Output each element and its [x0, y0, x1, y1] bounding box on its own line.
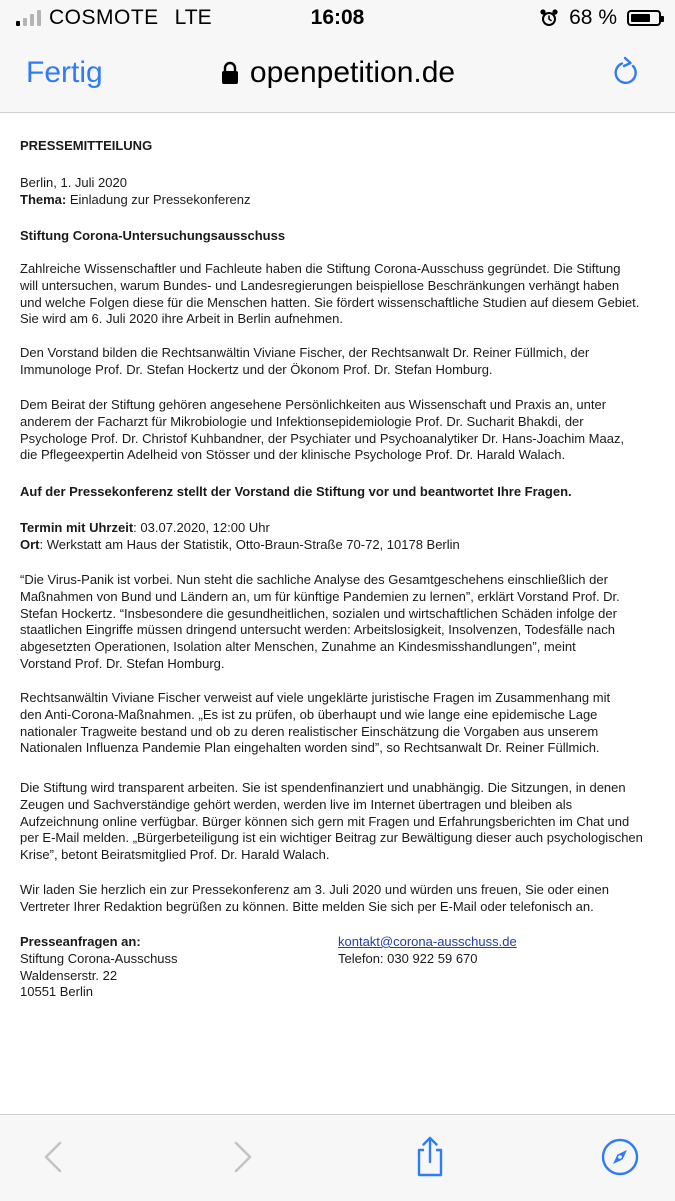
paragraph-intro: Zahlreiche Wissenschaftler und Fachleute haben die Stiftung Corona-Ausschuss gegründet. Die Stiftung will untersuchen, warum Bundes- und Landesregierungen beispiellose Beschränkungen verhängt haben und welche Folgen diese für die Menschen hatten. Sie fördert wissenschaftliche Studien auf diesem Gebiet. Sie wird am 6. Juli 2020 ihre Arbeit in Berlin aufnehmen.	[20, 261, 640, 327]
compass-icon[interactable]	[600, 1135, 640, 1179]
reload-icon[interactable]	[611, 56, 641, 88]
done-button[interactable]: Fertig	[26, 56, 103, 89]
status-time: 16:08	[310, 6, 365, 29]
contact-city: 10551 Berlin	[20, 984, 93, 1000]
contact-address	[20, 934, 178, 1001]
contact-details	[338, 934, 517, 968]
press-release-document	[20, 112, 660, 1114]
paragraph-quote-hockertz: “Die Virus-Panik ist vorbei. Nun steht die sachliche Analyse des Gesamtgeschehens einschließlich der Maßnahmen von Bund und Ländern an, um für künftige Pandemien zu lernen”, erklärt Vorstand Prof. Dr. Stefan Hockertz. “Insbesondere die gesundheitlichen, sozialen und wirtschaftlichen Schäden infolge der staatlichen Eingriffe müssen dringend untersucht werden: Arbeitslosigkeit, Insolvenzen, Todesfälle nach abgesetzten Operationen, Isolation alter Menschen, Zunahme an Kindesmisshandlungen”, meint Vorstand Prof. Dr. Stefan Homburg.	[20, 572, 620, 671]
contact-street: Waldenserstr. 22	[20, 967, 118, 983]
alarm-clock-icon	[539, 8, 559, 28]
contact-label: Presseanfragen an:	[20, 934, 141, 949]
paragraph-transparency: Die Stiftung wird transparent arbeiten. Sie ist spendenfinanziert und unabhängig. Die Sitzungen, in denen Zeugen und Sachverständige gehört werden, werden live im Internet übertragen und bleiben als Aufzeichnung online verfügbar. Bürger können sich gern mit Fragen und Erfahrungsberichten im Chat und per E-Mail melden. „Bürgerbeteiligung ist ein wichtiger Beitrag zur Bewältigung dieser auch psychologischen Krise”, betont Beiratsmitglied Prof. Dr. Harald Walach.	[20, 780, 643, 863]
lock-icon	[220, 61, 240, 85]
topic-label: Thema:	[20, 192, 67, 207]
appointment-label: Termin mit Uhrzeit	[20, 520, 134, 535]
contact-email-link[interactable]: kontakt@corona-ausschuss.de	[338, 934, 517, 949]
topic-value: Einladung zur Pressekonferenz	[66, 192, 251, 207]
address-bar[interactable]	[0, 56, 675, 90]
location-value: : Werkstatt am Haus der Statistik, Otto-Braun-Straße 70-72, 10178 Berlin	[39, 537, 460, 552]
document-heading: PRESSEMITTEILUNG	[20, 138, 153, 153]
share-icon[interactable]	[410, 1135, 450, 1179]
forward-icon[interactable]	[222, 1135, 262, 1179]
paragraph-invitation: Wir laden Sie herzlich ein zur Pressekonferenz am 3. Juli 2020 und würden uns freuen, Sie oder einen Vertreter Ihrer Redaktion begrüßen zu können. Bitte melden Sie sich per E-Mail oder telefonisch an.	[20, 882, 609, 914]
back-icon[interactable]	[34, 1135, 74, 1179]
carrier-name: COSMOTE	[49, 6, 159, 29]
contact-phone: Telefon: 030 922 59 670	[338, 950, 478, 966]
status-right	[539, 6, 661, 30]
release-date: Berlin, 1. Juli 2020	[20, 175, 127, 190]
paragraph-quote-fischer: Rechtsanwältin Viviane Fischer verweist auf viele ungeklärte juristische Fragen im Zusammenhang mit den Anti-Corona-Maßnahmen. „Es ist zu prüfen, ob überhaupt und wie lange eine epidemische Lage nationaler Tragweite bestand und ob zu deren realistischer Einschätzung die Vorgaben aus unserem Nationalen Influenza Pandemie Plan eingehalten worden sind”, so Rechtsanwalt Dr. Reiner Füllmich.	[20, 690, 611, 756]
network-type: LTE	[174, 6, 212, 29]
announcement: Auf der Pressekonferenz stellt der Vorstand die Stiftung vor und beantwortet Ihre Fragen.	[20, 484, 572, 499]
bottom-toolbar	[0, 1114, 675, 1201]
topic-line	[20, 192, 251, 209]
status-bar	[0, 0, 675, 36]
battery-percent: 68 %	[569, 6, 617, 29]
appointment-value: : 03.07.2020, 12:00 Uhr	[133, 520, 270, 535]
paragraph-board: Den Vorstand bilden die Rechtsanwältin Viviane Fischer, der Rechtsanwalt Dr. Reiner Füllmich, der Immunologe Prof. Dr. Stefan Hockertz und der Ökonom Prof. Dr. Stefan Homburg.	[20, 345, 590, 377]
location-line	[20, 537, 660, 554]
browser-toolbar	[0, 36, 675, 113]
battery-icon	[627, 10, 661, 26]
location-label: Ort	[20, 537, 40, 552]
document-title: Stiftung Corona-Untersuchungsausschuss	[20, 228, 286, 243]
paragraph-advisory-board: Dem Beirat der Stiftung gehören angesehene Persönlichkeiten aus Wissenschaft und Praxis an, unter anderem der Facharzt für Mikrobiologie und Infektionsepidemiologie Prof. Dr. Sucharit Bhakdi, der Psychologe Prof. Dr. Christof Kuhbandner, der Psychiater und Psychoanalytiker Dr. Hans-Joachim Maaz, die Pflegeexpertin Adelheid von Stösser und der klinische Psychologe Prof. Dr. Harald Walach.	[20, 397, 625, 463]
url-text: openpetition.de	[249, 56, 456, 89]
appointment-line	[20, 520, 270, 537]
contact-organization: Stiftung Corona-Ausschuss	[20, 950, 178, 966]
